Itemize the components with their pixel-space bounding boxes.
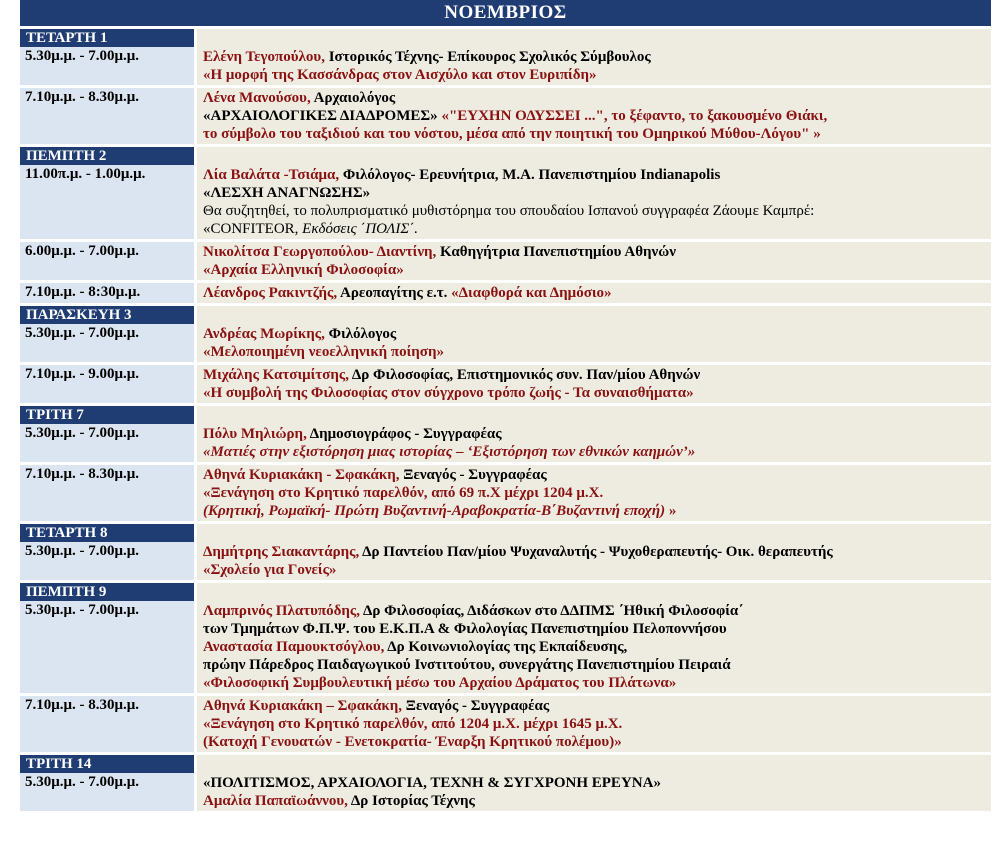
event-cell — [197, 365, 991, 403]
event-description: Θα συζητηθεί, το πολυπρισματικό μυθιστόρημα του σπουδαίου Ισπανού συγγραφέα Ζάουμε Καμπρέ: — [203, 203, 815, 219]
time-cell — [20, 306, 194, 362]
book-title: «CONFITEOR, — [203, 221, 303, 237]
time-cell — [20, 696, 194, 752]
time-range: 7.10μ.μ. - 8.30μ.μ. — [25, 697, 140, 713]
time-cell — [20, 406, 194, 462]
time-cell — [20, 583, 194, 693]
day-label: ΠΕΜΠΤΗ 2 — [20, 147, 194, 165]
event-title: «Ματιές στην εξιστόρηση μιας ιστορίας – ‘Εξιστόρηση των εθνικών καημών’» — [203, 444, 696, 460]
day-label: ΤΕΤΑΡΤΗ 1 — [20, 29, 194, 47]
speaker-name: Λένα Μανούσου, — [203, 90, 311, 106]
schedule-table — [20, 29, 991, 814]
time-range: 5.30μ.μ. - 7.00μ.μ. — [25, 774, 140, 790]
time-cell — [20, 283, 194, 303]
event-cell — [197, 524, 991, 580]
schedule-row — [20, 242, 991, 280]
time-cell — [20, 147, 194, 239]
event-cell — [197, 583, 991, 693]
event-title: «Αρχαία Ελληνική Φιλοσοφία» — [203, 262, 404, 278]
time-range: 7.10μ.μ. - 8.30μ.μ. — [25, 89, 140, 105]
time-range: 7.10μ.μ. - 8.30μ.μ. — [25, 466, 140, 482]
speaker-name: Ανδρέας Μωρίκης, — [203, 326, 325, 342]
event-cell — [197, 465, 991, 521]
time-cell — [20, 29, 194, 85]
event-cell — [197, 696, 991, 752]
schedule-document — [20, 0, 991, 853]
event-subtitle-end: » — [665, 503, 677, 519]
event-cell — [197, 306, 991, 362]
event-title: «Διαφθορά και Δημόσιο» — [451, 285, 612, 301]
time-range: 5.30μ.μ. - 7.00μ.μ. — [25, 602, 140, 618]
day-label: ΠΑΡΑΣΚΕΥΗ 3 — [20, 306, 194, 324]
speaker-name: Ελένη Τεγοπούλου, — [203, 49, 325, 65]
time-cell — [20, 524, 194, 580]
speaker-role: Αρχαιολόγος — [310, 90, 396, 106]
series-title: «ΛΕΣΧΗ ΑΝΑΓΝΩΣΗΣ» — [203, 185, 371, 201]
speaker-role: Αρεοπαγίτης ε.τ. — [337, 285, 452, 301]
speaker-name: Λαμπρινός Πλατυπόδης, — [203, 603, 361, 619]
event-title: «Η συμβολή της Φιλοσοφίας στον σύγχρονο τρόπο ζωής - Τα συναισθήματα» — [203, 385, 694, 401]
month-title: ΝΟΕΜΒΡΙΟΣ — [20, 0, 991, 26]
time-range: 5.30μ.μ. - 7.00μ.μ. — [25, 48, 140, 64]
publisher: Εκδόσεις ΄ΠΟΛΙΣ΄. — [302, 221, 419, 237]
speaker-role: Ιστορικός Τέχνης- Επίκουρος Σχολικός Σύμβουλος — [324, 49, 651, 65]
event-cell — [197, 406, 991, 462]
speaker-role: Ξεναγός - Συγγραφέας — [402, 698, 550, 714]
event-subtitle: (Κρητική, Ρωμαϊκή- Πρώτη Βυζαντινή-Αραβοκρατία-Β΄Βυζαντινή εποχή) — [203, 503, 666, 519]
event-title: «Ξενάγηση στο Κρητικό παρελθόν, από 1204 μ.Χ. μέχρι 1645 μ.Χ. — [203, 716, 623, 732]
schedule-row — [20, 755, 991, 811]
event-title: «Ξενάγηση στο Κρητικό παρελθόν, από 69 π.Χ μέχρι 1204 μ.Χ. — [203, 485, 604, 501]
speaker-name: Πόλυ Μηλιώρη, — [203, 426, 307, 442]
speaker-role: Δρ Φιλοσοφίας, Επιστημονικός συν. Παν/μίου Αθηνών — [348, 367, 701, 383]
time-cell — [20, 242, 194, 280]
event-title: «Μελοποιημένη νεοελληνική ποίηση» — [203, 344, 444, 360]
time-cell — [20, 465, 194, 521]
series-title: «ΠΟΛΙΤΙΣΜΟΣ, ΑΡΧΑΙΟΛΟΓΙΑ, ΤΕΧΝΗ & ΣΥΓΧΡΟΝΗ ΕΡΕΥΝΑ» — [203, 775, 661, 791]
event-title: «Η μορφή της Κασσάνδρας στον Αισχύλο και στον Ευριπίδη» — [203, 67, 597, 83]
speaker-name: Νικολίτσα Γεωργοπούλου- Διαντίνη, — [203, 244, 437, 260]
event-cell — [197, 242, 991, 280]
schedule-row — [20, 283, 991, 303]
schedule-row — [20, 696, 991, 752]
speaker-name: Αθηνά Κυριακάκη – Σφακάκη, — [203, 698, 403, 714]
speaker-name-2: Αναστασία Παμουκτσόγλου, — [203, 639, 385, 655]
speaker-name: Δημήτρης Σιακαντάρης, — [203, 544, 360, 560]
day-label: ΤΡΙΤΗ 14 — [20, 755, 194, 773]
speaker-role: Φιλόλογος — [324, 326, 397, 342]
speaker-role-2: Δρ Κοινωνιολογίας της Εκπαίδευσης, — [384, 639, 628, 655]
event-cell — [197, 147, 991, 239]
schedule-row — [20, 147, 991, 239]
speaker-name: Λέανδρος Ρακιντζής, — [203, 285, 338, 301]
speaker-role-continued: των Τμημάτων Φ.Π.Ψ. του Ε.Κ.Π.Α & Φιλολογίας Πανεπιστημίου Πελοποννήσου — [203, 621, 727, 637]
schedule-row — [20, 365, 991, 403]
event-cell — [197, 755, 991, 811]
speaker-role: Καθηγήτρια Πανεπιστημίου Αθηνών — [436, 244, 676, 260]
time-range: 5.30μ.μ. - 7.00μ.μ. — [25, 425, 140, 441]
event-cell — [197, 29, 991, 85]
event-title: «Φιλοσοφική Συμβουλευτική μέσω του Αρχαίου Δράματος του Πλάτωνα» — [203, 675, 677, 691]
time-range: 5.30μ.μ. - 7.00μ.μ. — [25, 325, 140, 341]
speaker-name: Λία Βαλάτα -Τσιάμα, — [203, 167, 340, 183]
speaker-role: Δημοσιογράφος - Συγγραφέας — [306, 426, 502, 442]
event-cell — [197, 283, 991, 303]
time-cell — [20, 365, 194, 403]
time-range: 7.10μ.μ. - 9.00μ.μ. — [25, 366, 140, 382]
event-cell — [197, 88, 991, 144]
schedule-row — [20, 29, 991, 85]
time-range: 7.10μ.μ. - 8:30μ.μ. — [25, 284, 141, 300]
speaker-role: Φιλόλογος- Ερευνήτρια, Μ.Α. Πανεπιστημίου Indianapolis — [339, 167, 721, 183]
event-title-continued: το σύμβολο του ταξιδιού και του νόστου, μέσα από την ποιητική του Ομηρικού Μύθου-Λόγου" » — [203, 126, 821, 142]
schedule-row — [20, 524, 991, 580]
schedule-row — [20, 406, 991, 462]
speaker-role: Δρ Παντείου Παν/μίου Ψυχαναλυτής - Ψυχοθεραπευτής- Οικ. θεραπευτής — [359, 544, 833, 560]
time-range: 5.30μ.μ. - 7.00μ.μ. — [25, 543, 140, 559]
series-title: «ΑΡΧΑΙΟΛΟΓΙΚΕΣ ΔΙΑΔΡΟΜΕΣ» — [203, 108, 438, 124]
day-label: ΤΡΙΤΗ 7 — [20, 406, 194, 424]
time-range: 11.00π.μ. - 1.00μ.μ. — [25, 166, 146, 182]
schedule-row — [20, 306, 991, 362]
speaker-name: Μιχάλης Κατσιμίτσης, — [203, 367, 349, 383]
schedule-row — [20, 88, 991, 144]
time-cell — [20, 755, 194, 811]
event-subtitle: (Κατοχή Γενουατών - Ενετοκρατία- Έναρξη Κρητικού πολέμου)» — [203, 734, 622, 750]
speaker-role: Ξεναγός - Συγγραφέας — [399, 467, 547, 483]
event-title: «"ΕΥΧΗΝ ΟΔΥΣΣΕΙ ...", το ξέφαντο, το ξακουσμένο Θιάκι, — [437, 108, 828, 124]
time-cell — [20, 88, 194, 144]
time-range: 6.00μ.μ. - 7.00μ.μ. — [25, 243, 140, 259]
day-label: ΠΕΜΠΤΗ 9 — [20, 583, 194, 601]
speaker-role: Δρ Ιστορίας Τέχνης — [347, 793, 475, 809]
schedule-row — [20, 583, 991, 693]
day-label: ΤΕΤΑΡΤΗ 8 — [20, 524, 194, 542]
event-title: «Σχολείο για Γονείς» — [203, 562, 337, 578]
speaker-name: Αμαλία Παπαϊωάννου, — [203, 793, 348, 809]
schedule-row — [20, 465, 991, 521]
speaker-role: Δρ Φιλοσοφίας, Διδάσκων στο ΔΔΠΜΣ ΄Ηθική Φιλοσοφία΄ — [360, 603, 744, 619]
speaker-name: Αθηνά Κυριακάκη - Σφακάκη, — [203, 467, 400, 483]
speaker-role-2-continued: πρώην Πάρεδρος Παιδαγωγικού Ινστιτούτου, συνεργάτης Πανεπιστημίου Πειραιά — [203, 657, 731, 673]
